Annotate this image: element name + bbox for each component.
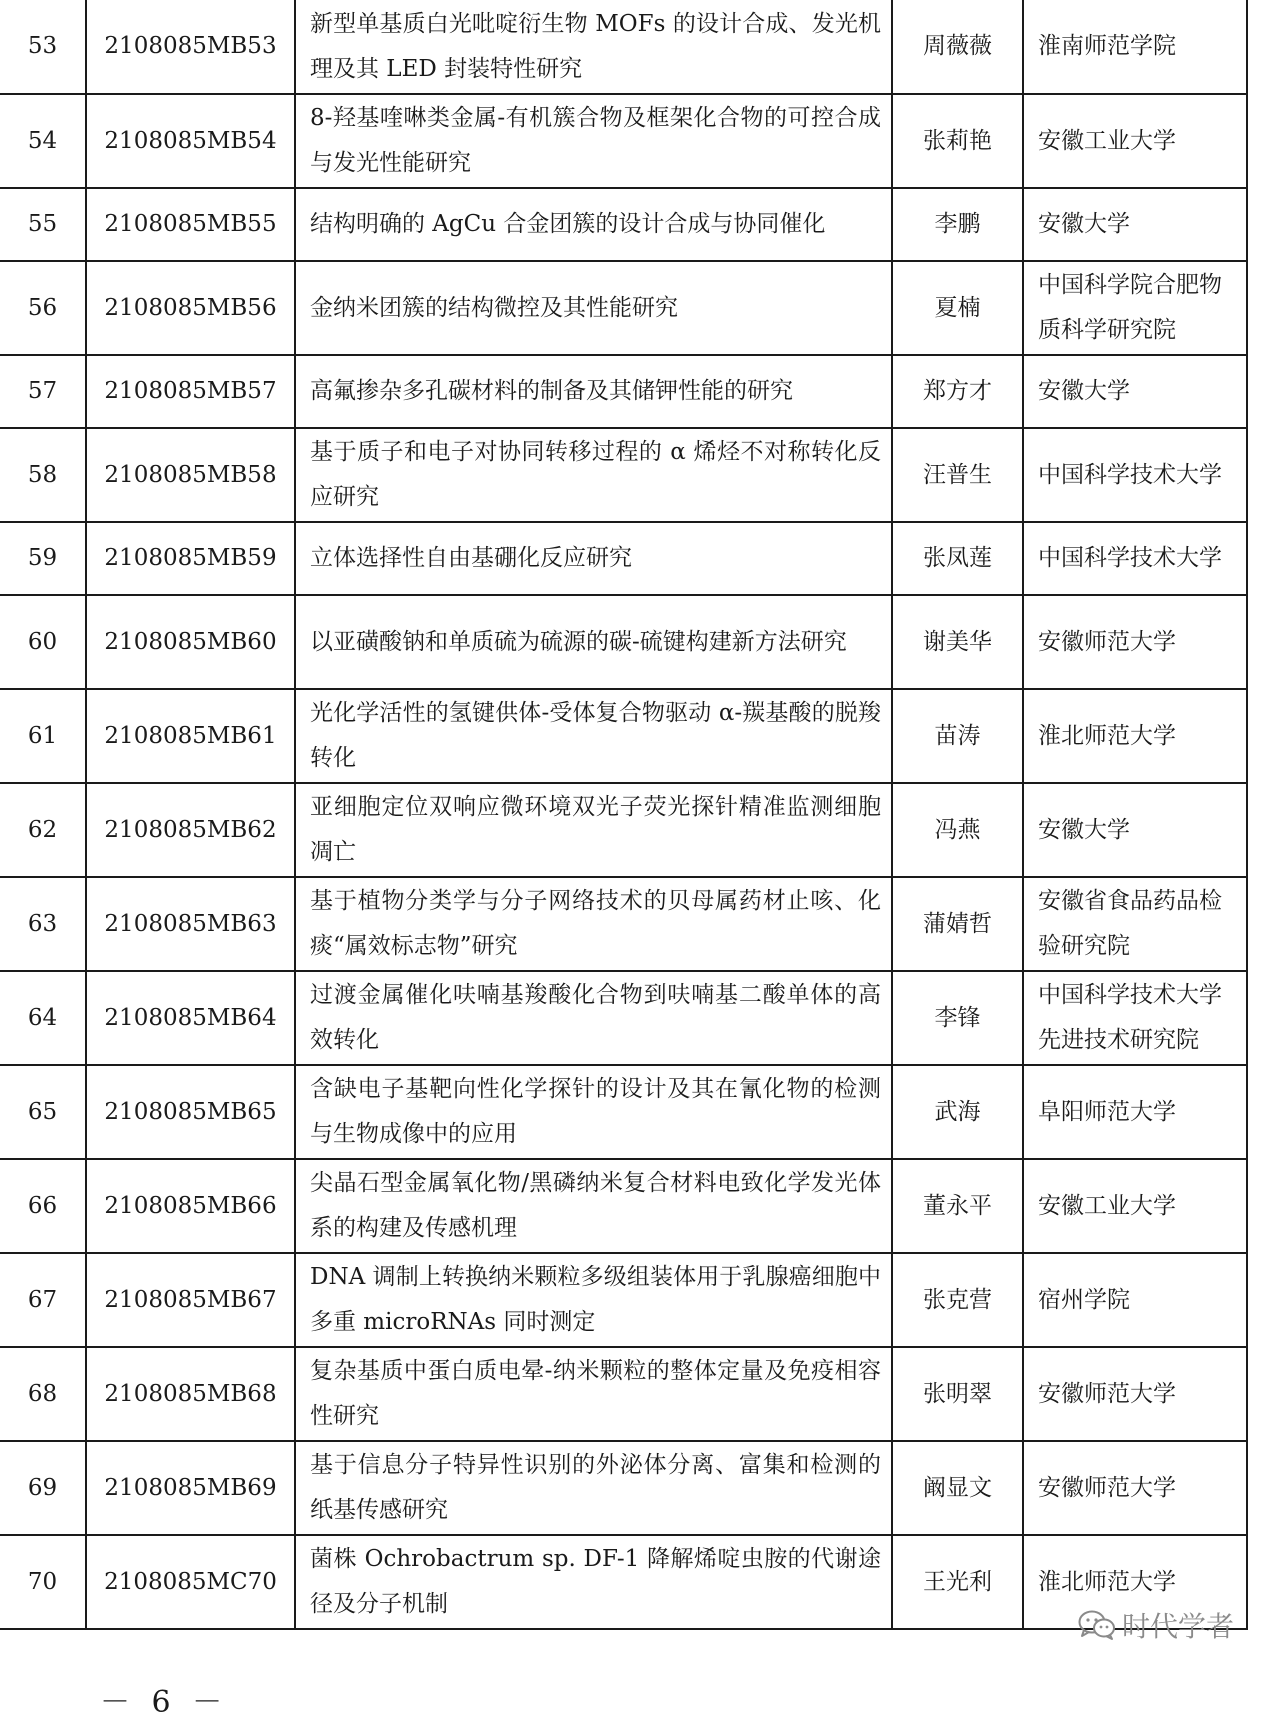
project-code: 2108085MB68 bbox=[86, 1347, 295, 1441]
principal-investigator: 王光利 bbox=[892, 1535, 1023, 1629]
table-row bbox=[0, 355, 1247, 428]
project-code: 2108085MB61 bbox=[86, 689, 295, 783]
institution: 阜阳师范大学 bbox=[1023, 1065, 1247, 1159]
row-number: 61 bbox=[0, 689, 86, 783]
watermark bbox=[1078, 1605, 1234, 1645]
row-number: 54 bbox=[0, 94, 86, 188]
institution: 安徽大学 bbox=[1023, 188, 1247, 261]
project-code: 2108085MB64 bbox=[86, 971, 295, 1065]
project-title: 以亚磺酸钠和单质硫为硫源的碳-硫键构建新方法研究 bbox=[295, 595, 892, 689]
project-title: 高氟掺杂多孔碳材料的制备及其储钾性能的研究 bbox=[295, 355, 892, 428]
project-code: 2108085MB58 bbox=[86, 428, 295, 522]
institution: 安徽师范大学 bbox=[1023, 1347, 1247, 1441]
table-row bbox=[0, 188, 1247, 261]
table-row bbox=[0, 1535, 1247, 1629]
project-code: 2108085MB66 bbox=[86, 1159, 295, 1253]
principal-investigator: 谢美华 bbox=[892, 595, 1023, 689]
institution: 淮北师范大学 bbox=[1023, 1535, 1247, 1629]
table-row bbox=[0, 522, 1247, 595]
principal-investigator: 张明翠 bbox=[892, 1347, 1023, 1441]
principal-investigator: 汪普生 bbox=[892, 428, 1023, 522]
table-row bbox=[0, 94, 1247, 188]
wechat-icon bbox=[1078, 1609, 1116, 1641]
project-code: 2108085MB60 bbox=[86, 595, 295, 689]
table-row bbox=[0, 1065, 1247, 1159]
principal-investigator: 郑方才 bbox=[892, 355, 1023, 428]
principal-investigator: 蒲婧哲 bbox=[892, 877, 1023, 971]
project-title: 金纳米团簇的结构微控及其性能研究 bbox=[295, 261, 892, 355]
row-number: 56 bbox=[0, 261, 86, 355]
institution: 中国科学技术大学 bbox=[1023, 428, 1247, 522]
table-row bbox=[0, 0, 1247, 94]
project-title: 尖晶石型金属氧化物/黑磷纳米复合材料电致化学发光体系的构建及传感机理 bbox=[295, 1159, 892, 1253]
row-number: 67 bbox=[0, 1253, 86, 1347]
table-row bbox=[0, 428, 1247, 522]
page-number: － 6 － bbox=[100, 1685, 229, 1720]
principal-investigator: 武海 bbox=[892, 1065, 1023, 1159]
project-code: 2108085MB57 bbox=[86, 355, 295, 428]
row-number: 57 bbox=[0, 355, 86, 428]
project-title: 复杂基质中蛋白质电晕-纳米颗粒的整体定量及免疫相容性研究 bbox=[295, 1347, 892, 1441]
principal-investigator: 阚显文 bbox=[892, 1441, 1023, 1535]
project-code: 2108085MB65 bbox=[86, 1065, 295, 1159]
principal-investigator: 苗涛 bbox=[892, 689, 1023, 783]
table-row bbox=[0, 1159, 1247, 1253]
project-title: DNA 调制上转换纳米颗粒多级组装体用于乳腺癌细胞中多重 microRNAs 同时测定 bbox=[295, 1253, 892, 1347]
table-row bbox=[0, 783, 1247, 877]
row-number: 55 bbox=[0, 188, 86, 261]
institution: 宿州学院 bbox=[1023, 1253, 1247, 1347]
project-code: 2108085MB67 bbox=[86, 1253, 295, 1347]
institution: 淮南师范学院 bbox=[1023, 0, 1247, 94]
table-row bbox=[0, 1441, 1247, 1535]
institution: 安徽工业大学 bbox=[1023, 94, 1247, 188]
principal-investigator: 冯燕 bbox=[892, 783, 1023, 877]
principal-investigator: 夏楠 bbox=[892, 261, 1023, 355]
project-title: 8-羟基喹啉类金属-有机簇合物及框架化合物的可控合成与发光性能研究 bbox=[295, 94, 892, 188]
row-number: 59 bbox=[0, 522, 86, 595]
principal-investigator: 李鹏 bbox=[892, 188, 1023, 261]
project-code: 2108085MB54 bbox=[86, 94, 295, 188]
institution: 安徽省食品药品检验研究院 bbox=[1023, 877, 1247, 971]
institution: 安徽师范大学 bbox=[1023, 1441, 1247, 1535]
row-number: 63 bbox=[0, 877, 86, 971]
table-row bbox=[0, 595, 1247, 689]
project-code: 2108085MB69 bbox=[86, 1441, 295, 1535]
project-title: 基于植物分类学与分子网络技术的贝母属药材止咳、化痰“属效标志物”研究 bbox=[295, 877, 892, 971]
principal-investigator: 张莉艳 bbox=[892, 94, 1023, 188]
project-title: 光化学活性的氢键供体-受体复合物驱动 α-羰基酸的脱羧转化 bbox=[295, 689, 892, 783]
institution: 中国科学院合肥物质科学研究院 bbox=[1023, 261, 1247, 355]
project-code: 2108085MB63 bbox=[86, 877, 295, 971]
institution: 安徽师范大学 bbox=[1023, 595, 1247, 689]
project-code: 2108085MC70 bbox=[86, 1535, 295, 1629]
row-number: 58 bbox=[0, 428, 86, 522]
principal-investigator: 李锋 bbox=[892, 971, 1023, 1065]
project-code: 2108085MB53 bbox=[86, 0, 295, 94]
institution: 安徽大学 bbox=[1023, 783, 1247, 877]
project-title: 含缺电子基靶向性化学探针的设计及其在氰化物的检测与生物成像中的应用 bbox=[295, 1065, 892, 1159]
row-number: 53 bbox=[0, 0, 86, 94]
institution: 淮北师范大学 bbox=[1023, 689, 1247, 783]
table-row bbox=[0, 261, 1247, 355]
row-number: 70 bbox=[0, 1535, 86, 1629]
table-row bbox=[0, 1347, 1247, 1441]
project-code: 2108085MB62 bbox=[86, 783, 295, 877]
project-code: 2108085MB59 bbox=[86, 522, 295, 595]
institution: 中国科学技术大学先进技术研究院 bbox=[1023, 971, 1247, 1065]
institution: 安徽大学 bbox=[1023, 355, 1247, 428]
project-title: 基于信息分子特异性识别的外泌体分离、富集和检测的纸基传感研究 bbox=[295, 1441, 892, 1535]
institution: 中国科学技术大学 bbox=[1023, 522, 1247, 595]
project-title: 新型单基质白光吡啶衍生物 MOFs 的设计合成、发光机理及其 LED 封装特性研究 bbox=[295, 0, 892, 94]
principal-investigator: 张克营 bbox=[892, 1253, 1023, 1347]
project-code: 2108085MB55 bbox=[86, 188, 295, 261]
row-number: 62 bbox=[0, 783, 86, 877]
principal-investigator: 张凤莲 bbox=[892, 522, 1023, 595]
row-number: 60 bbox=[0, 595, 86, 689]
principal-investigator: 董永平 bbox=[892, 1159, 1023, 1253]
row-number: 68 bbox=[0, 1347, 86, 1441]
principal-investigator: 周薇薇 bbox=[892, 0, 1023, 94]
row-number: 65 bbox=[0, 1065, 86, 1159]
row-number: 64 bbox=[0, 971, 86, 1065]
institution: 安徽工业大学 bbox=[1023, 1159, 1247, 1253]
table-row bbox=[0, 689, 1247, 783]
table-row bbox=[0, 877, 1247, 971]
project-title: 基于质子和电子对协同转移过程的 α 烯烃不对称转化反应研究 bbox=[295, 428, 892, 522]
row-number: 66 bbox=[0, 1159, 86, 1253]
project-title: 结构明确的 AgCu 合金团簇的设计合成与协同催化 bbox=[295, 188, 892, 261]
table-row bbox=[0, 1253, 1247, 1347]
row-number: 69 bbox=[0, 1441, 86, 1535]
project-code: 2108085MB56 bbox=[86, 261, 295, 355]
project-title: 菌株 Ochrobactrum sp. DF-1 降解烯啶虫胺的代谢途径及分子机制 bbox=[295, 1535, 892, 1629]
project-title: 过渡金属催化呋喃基羧酸化合物到呋喃基二酸单体的高效转化 bbox=[295, 971, 892, 1065]
project-title: 立体选择性自由基硼化反应研究 bbox=[295, 522, 892, 595]
project-title: 亚细胞定位双响应微环境双光子荧光探针精准监测细胞凋亡 bbox=[295, 783, 892, 877]
watermark-text: 时代学者 bbox=[1122, 1610, 1235, 1643]
table-row bbox=[0, 971, 1247, 1065]
